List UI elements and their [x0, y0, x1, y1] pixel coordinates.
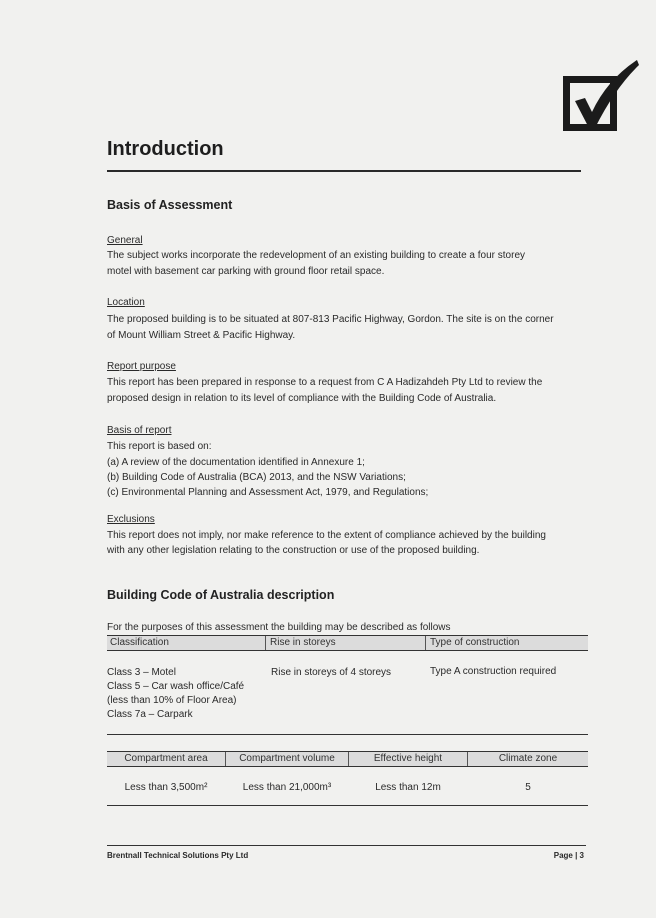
bca-intro: For the purposes of this assessment the building may be described as follows: [107, 622, 451, 633]
table2-bottom-rule: [107, 805, 588, 806]
table2-height-cell: Less than 12m: [375, 782, 441, 793]
table1-classification-cell: [107, 666, 267, 722]
report-purpose-heading: Report purpose: [107, 361, 176, 372]
table1-header-construction: Type of construction: [430, 637, 520, 648]
table1-header-classification: Classification: [110, 637, 169, 648]
footer-company: Brentnall Technical Solutions Pty Ltd: [107, 851, 249, 860]
basis-of-report-heading: Basis of report: [107, 425, 172, 436]
exclusions-text-line: This report does not imply, nor make reference to the extent of compliance achieved by the building: [107, 530, 546, 541]
footer-divider: [107, 845, 586, 846]
classification-line: Class 5 – Car wash office/Café: [107, 681, 245, 692]
title-divider: [107, 170, 581, 172]
table2-header-volume: Compartment volume: [239, 753, 335, 764]
basis-heading: Basis of Assessment: [107, 198, 233, 212]
table1-header-rise: Rise in storeys: [270, 637, 336, 648]
table2-area-cell: Less than 3,500m²: [124, 782, 208, 793]
footer-page-number: Page | 3: [553, 851, 584, 860]
table1-construction-cell: Type A construction required: [430, 666, 557, 677]
table2-header-height: Effective height: [373, 753, 443, 764]
bca-heading: Building Code of Australia description: [107, 588, 335, 602]
general-text-line: The subject works incorporate the redevelopment of an existing building to create a four storey: [107, 250, 526, 261]
classification-line: Class 3 – Motel: [107, 667, 176, 678]
page-title: Introduction: [107, 138, 224, 160]
general-text-line: motel with basement car parking with ground floor retail space.: [107, 266, 385, 277]
report-purpose-text-line: proposed design in relation to its level of compliance with the Building Code of Australia.: [107, 393, 497, 404]
basis-list-item: (b) Building Code of Australia (BCA) 2013, and the NSW Variations;: [107, 472, 406, 483]
basis-list-item: (c) Environmental Planning and Assessment Act, 1979, and Regulations;: [107, 487, 429, 498]
table2-climate-cell: 5: [525, 782, 531, 793]
table1-rise-cell: Rise in storeys of 4 storeys: [271, 667, 392, 678]
exclusions-text-line: with any other legislation relating to the construction or use of the proposed building.: [107, 545, 480, 556]
location-text-line: of Mount William Street & Pacific Highway.: [107, 330, 296, 341]
table2-volume-cell: Less than 21,000m³: [242, 782, 332, 793]
location-heading: Location: [107, 297, 145, 308]
report-purpose-text-line: This report has been prepared in response to a request from C A Hadizahdeh Pty Ltd to review the: [107, 377, 543, 388]
table2-header-area: Compartment area: [124, 753, 208, 764]
general-heading: General: [107, 235, 143, 246]
basis-list-item: (a) A review of the documentation identified in Annexure 1;: [107, 457, 365, 468]
table1-column-divider: [425, 636, 426, 650]
checkbox-checkmark-icon: [561, 56, 641, 136]
basis-of-report-intro: This report is based on:: [107, 441, 212, 452]
classification-line: (less than 10% of Floor Area): [107, 695, 237, 706]
exclusions-heading: Exclusions: [107, 514, 155, 525]
table1-column-divider: [265, 636, 266, 650]
table1-bottom-rule: [107, 734, 588, 735]
classification-line: Class 7a – Carpark: [107, 709, 193, 720]
table2-header-climate: Climate zone: [498, 753, 558, 764]
location-text-line: The proposed building is to be situated at 807-813 Pacific Highway, Gordon. The site is on the corner: [107, 314, 554, 325]
